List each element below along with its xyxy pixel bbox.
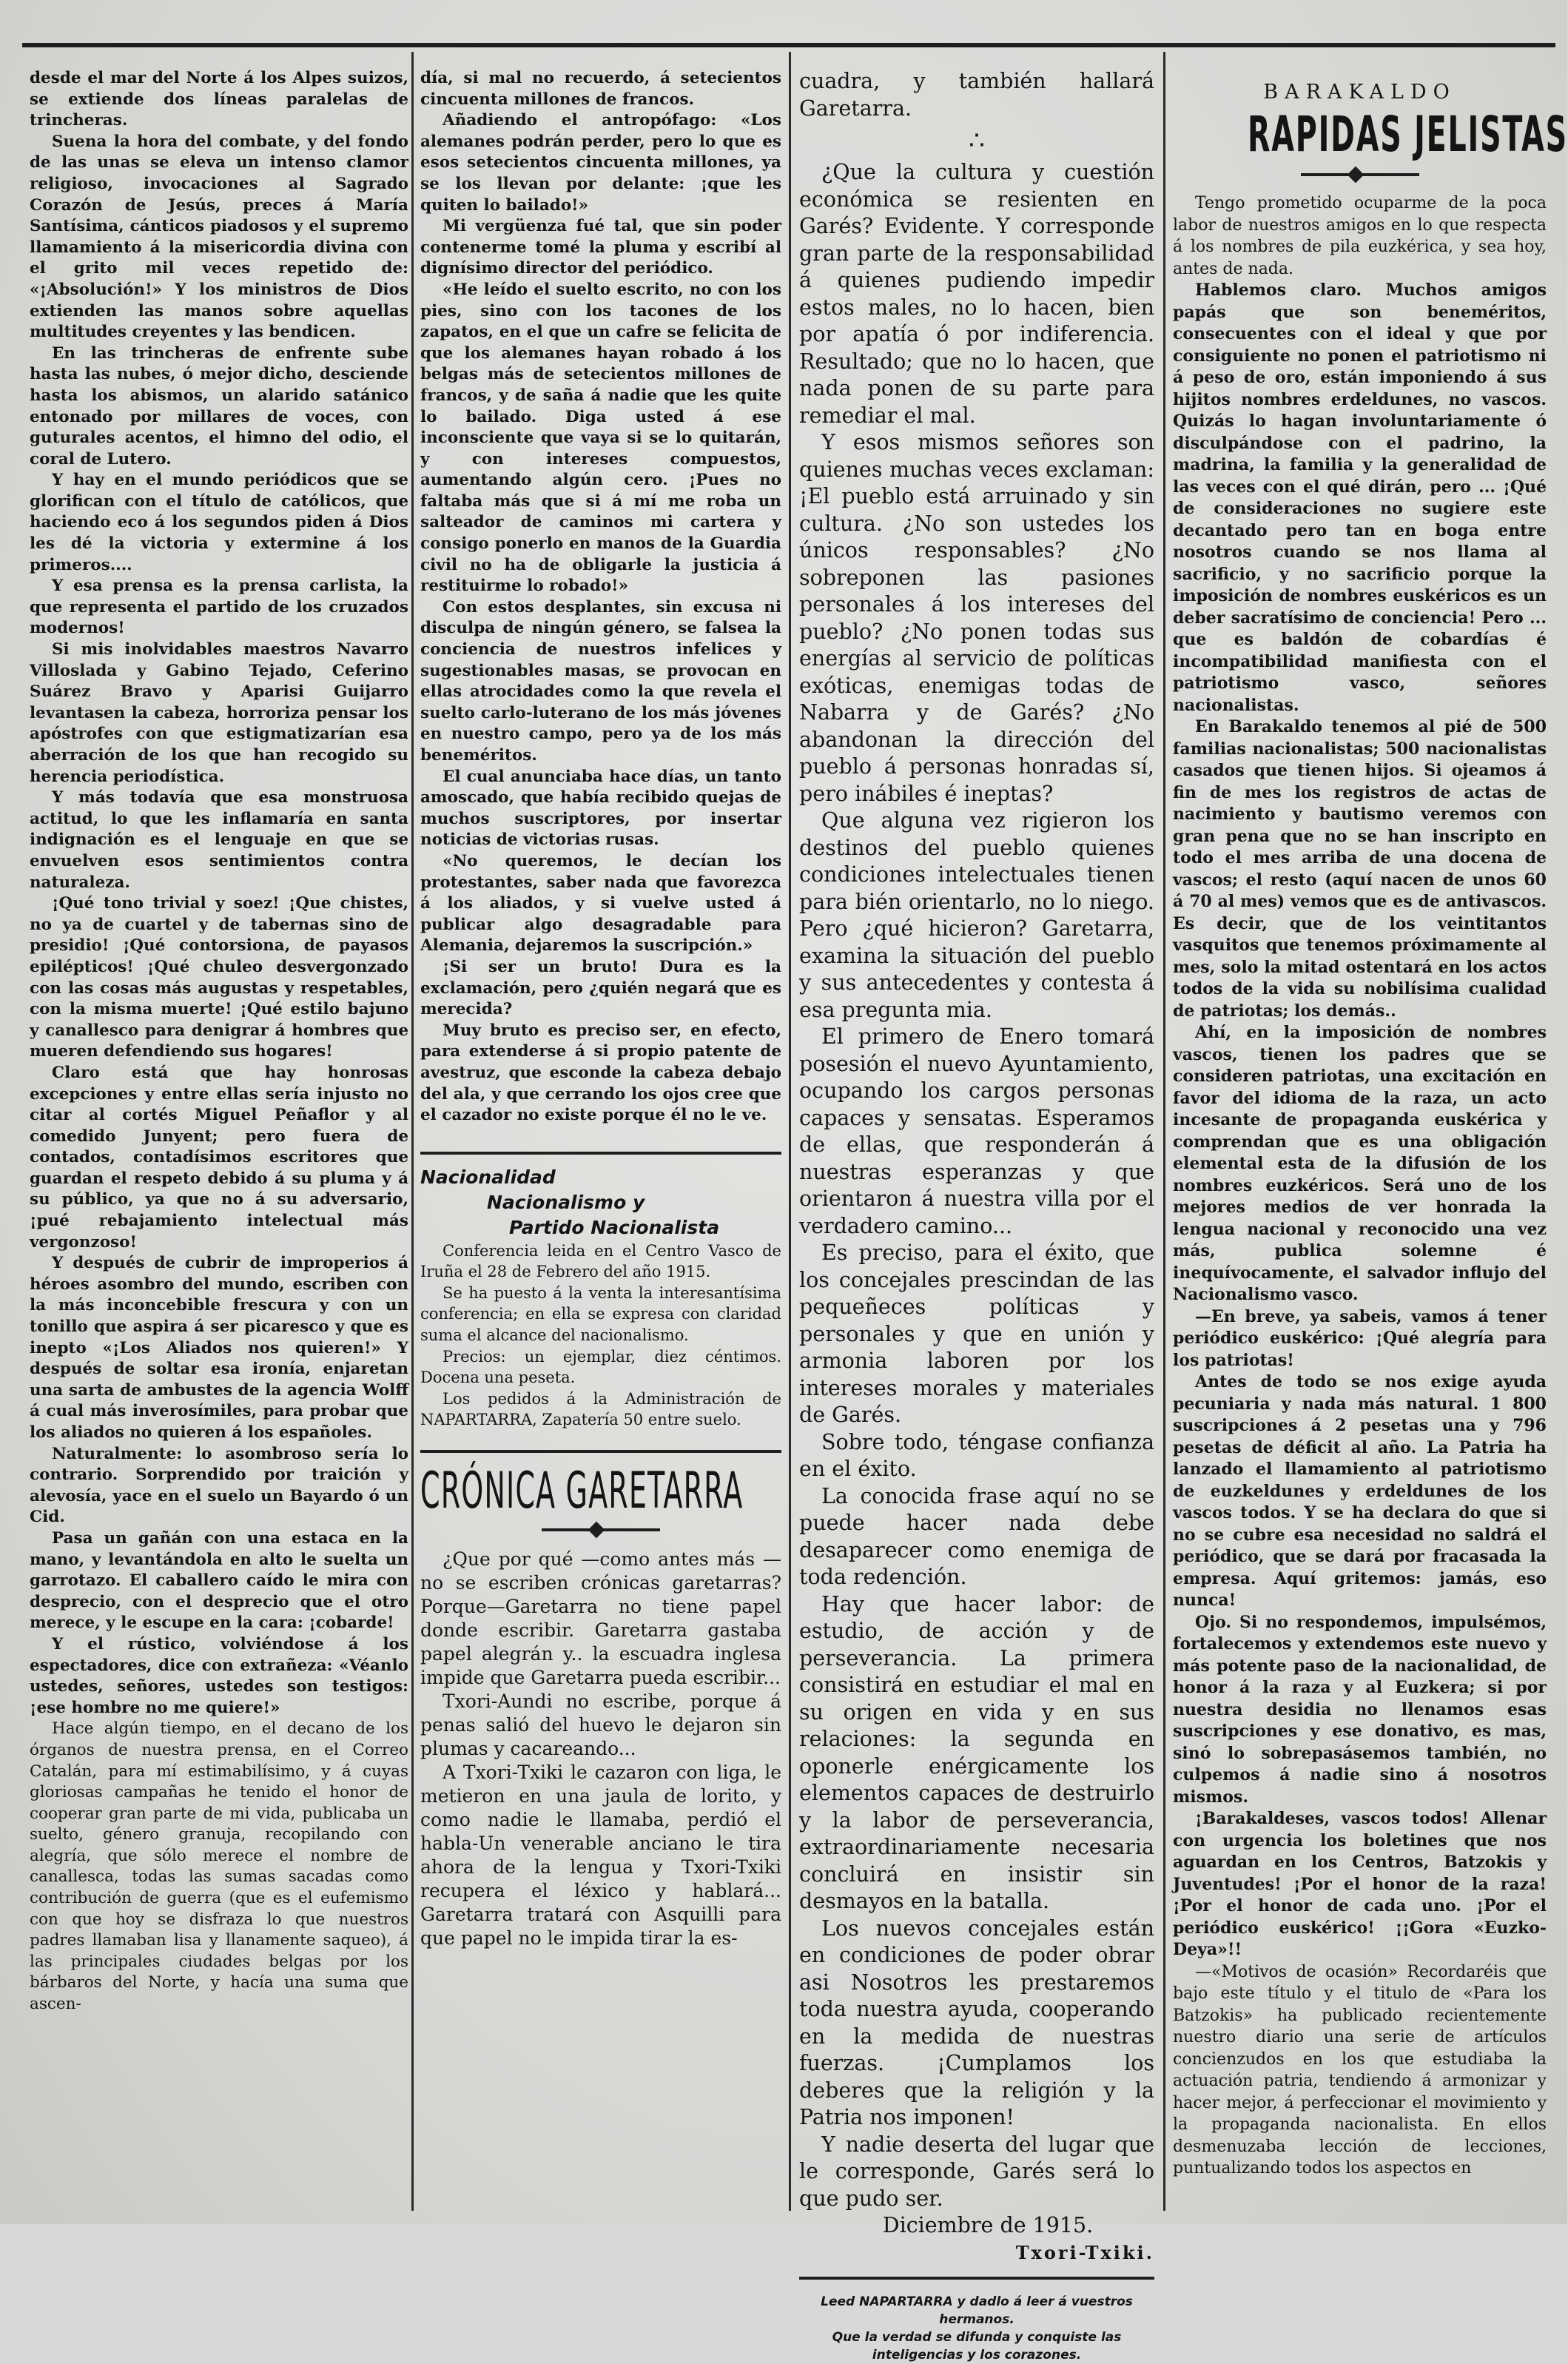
article-paragraph: ¡Barakaldeses, vascos todos! Allenar con urgencia los boletines que nos aguardan en los Centros, Batzokis y Juventudes! ¡Por el honor de la raza! ¡Por el honor de cada uno. ¡Por el periódico euskérico! ¡¡Gora «Euzko-Deya»!!	[1173, 1809, 1547, 1959]
article-paragraph: Antes de todo se nos exige ayuda pecuniaria y nada más natural. 1 800 suscripciones á 2 pesetas una y 796 pesetas de déficit al año. La Patria ha lanzado el llamamiento al patriotismo de euzkeldunes y erdeldunes de los vascos todos. Y se ha declara do que si no se cubre esa necesidad no saldrá el periódico, que se dará por fracasada la empresa. Aquí gritemos: jamás, eso nunca!	[1173, 1372, 1547, 1610]
column-3	[799, 68, 1154, 2363]
article-paragraph: Si mis inolvidables maestros Navarro Villoslada y Gabino Tejado, Ceferino Suárez Bravo y Aparisi Guijarro levantasen la cabeza, horroriza pensar los apóstrofes con que estigmatizarían esa aberración de los que han recogido su herencia periodística.	[30, 640, 408, 786]
article-paragraph: Y esos mismos señores son quienes muchas veces exclaman: ¡El pueblo está arruinado y sin cultura. ¿No son ustedes los únicos responsables? ¿No sobreponen las pasiones personales á los intereses del pueblo? ¿No ponen todas sus energías al servicio de políticas exóticas, enemigas todas de Nabarra y de Garés? ¿No abandonan la dirección del pueblo á personas honradas sí, pero inábiles é ineptas?	[799, 430, 1154, 806]
article-paragraph: cuadra, y también hallará Garetarra.	[799, 69, 1154, 121]
article-paragraph: Con estos desplantes, sin excusa ni disculpa de ningún género, se falsea la conciencia de nuestros infelices y sugestionables masas, se provocan en ellas atrocidades como la que revela el suelto carlo-luterano de los más jóvenes en nuestro campo, pero ya de los más beneméritos.	[420, 597, 781, 765]
article-paragraph: desde el mar del Norte á los Alpes suizos, se extiende dos líneas paralelas de trincheras.	[30, 69, 408, 130]
column-rule	[1163, 52, 1165, 2211]
article-paragraph: Muy bruto es preciso ser, en efecto, para extenderse á si propio patente de avestruz, que esconde la cabeza debajo del ala, y que cerrando los ojos cree que el cazador no existe porque él no le ve.	[420, 1021, 781, 1125]
article-paragraph: Y hay en el mundo periódicos que se glorifican con el título de católicos, que haciendo eco á los segundos piden á Dios les dé la victoria y extermine á los primeros....	[30, 471, 408, 574]
article-paragraph: Pasa un gañán con una estaca en la mano, y levantándola en alto le suelta un garrotazo. El caballero caído le mira con desprecio, con el desprecio que el otro merece, y le escupe en la cara: ¡cobarde!	[30, 1528, 408, 1633]
ad-line: Que la verdad se difunda y conquiste las inteligencias y los corazones.	[832, 2330, 1122, 2363]
article-paragraph: Que alguna vez rigieron los destinos del pueblo quienes condiciones intelectuales tienen para bién orientarlo, no lo niego. Pero ¿qué hicieron? Garetarra, examina la situación del pueblo y sus antecedentes y contesta á esa pregunta mia.	[799, 808, 1154, 1022]
article-signature: Txori-Txiki.	[1015, 2241, 1154, 2263]
column-rule	[411, 52, 414, 2211]
article-paragraph: Y después de cubrir de improperios á héroes asombro del mundo, escriben con la más inconcebible frescura y con un tonillo que aspira á ser picaresco y que es inepto «¡Los Aliados nos quieren!» Y después de soltar esa ironía, enjaretan una sarta de ambustes de la agencia Wolff á cual más inverosímiles, para probar que los aliados no quieren á los españoles.	[30, 1254, 408, 1442]
article-paragraph: ¡Si ser un bruto! Dura es la exclamación, pero ¿quién negará que es merecida?	[420, 957, 781, 1019]
decorative-rule	[1301, 167, 1419, 182]
nacionalidad-notice	[420, 1165, 781, 1431]
column-4	[1173, 74, 1568, 2209]
article-paragraph: —«Motivos de ocasión» Recordaréis que bajo este título y el titulo de «Para los Batzokis» ha publicado recientemente nuestro diario una serie de artículos concienzudos en los que estudiaba la actuación patria, tendiendo á armonizar y hacer mejor, á perfeccionar el movimiento y la propaganda nacionalista. En ellos desmenuzaba lección de lecciones, puntualizando todos los aspectos en	[1173, 1962, 1547, 2177]
section-kicker: BARAKALDO	[1263, 81, 1456, 104]
cronica-paragraph: ¿Que por qué —como antes más —no se escriben crónicas garetarras? Porque—Garetarra no tiene papel donde escribir. Garetarra gastaba papel alegrán y.. la escuadra inglesa impide que Garetarra pueda escribir...	[420, 1548, 781, 1689]
section-rule	[420, 1152, 781, 1155]
article-paragraph: En Barakaldo tenemos al pié de 500 familias nacionalistas; 500 nacionalistas casados que tienen hijos. Si ojeamos á fin de mes los registros de actas de nacimiento y bautismo veremos con gran pena que no se han inscripto en todo el mes arriba de una docena de vascos; el resto (aquí nacen de unos 60 á 70 al mes) vemos que es de antivascos. Es decir, que de los veintitantos vasquitos que tenemos próximamente al mes, solo la mitad ostentará en los actos todos de la vida su nobilísima cualidad de patriotas; los demás..	[1173, 717, 1547, 1021]
article-paragraph: Los nuevos concejales están en condiciones de poder obrar asi Nosotros les prestaremos toda nuestra ayuda, cooperando en la medida de nuestras fuerzas. ¡Cumplamos los deberes que la religión y la Patria nos imponen!	[799, 1915, 1154, 2129]
notice-paragraph: Los pedidos á la Administración de NAPARTARRA, Zapatería 50 entre suelo.	[420, 1389, 781, 1429]
top-rule	[22, 43, 1555, 47]
cronica-headline: CRÓNICA GARETARRA	[420, 1462, 744, 1521]
notice-subtitle: Nacionalismo y	[487, 1191, 645, 1213]
article-paragraph: Hace algún tiempo, en el decano de los órganos de nuestra prensa, en el Correo Catalán, para mí estimabilísimo, y á cuyas gloriosas campañas he tenido el honor de cooperar gran parte de mi vida, publicaba un suelto, género granuja, recopilando con alegría, que sólo merece el nombre de canallesca, todas las sumas sacadas como contribución de guerra (que es el eufemismo con que hoy se disfraza lo que nuestros padres llamaban lisa y llanamente saqueo), á las principales ciudades belgas por los bárbaros del Norte, y hacía una suma que ascen-	[30, 1719, 408, 2014]
article-paragraph: Claro está que hay honrosas excepciones y entre ellas sería injusto no citar al cortés Miguel Peñaflor y al comedido Junyent; pero fuera de contados, contadísimos escritores que guardan el respeto debido á su pluma y á su público, ya que no á su adversario, ¡pué rebajamiento intelectual más vergonzoso!	[30, 1063, 408, 1252]
article-paragraph: Sobre todo, téngase confianza en el éxito.	[799, 1429, 1154, 1481]
article-date: Diciembre de 1915.	[882, 2213, 1094, 2237]
article-paragraph: El primero de Enero tomará posesión el nuevo Ayuntamiento, ocupando los cargos personas capaces y sensatas. Esperamos de ellas, que responderán á nuestras esperanzas y que orientaron á nuestra villa por el verdadero camino...	[799, 1024, 1154, 1238]
article-paragraph: El cual anunciaba hace días, un tanto amoscado, que había recibido quejas de muchos suscriptores, por insertar noticias de victorias rusas.	[420, 767, 781, 850]
column-1	[30, 68, 408, 2209]
section-dots: ∴	[969, 126, 985, 155]
notice-paragraph: Se ha puesto á la venta la interesantísima conferencia; en ella se expresa con claridad suma el alcance del nacionalismo.	[420, 1283, 781, 1345]
article-paragraph: «No queremos, le decían los protestantes, saber nada que favorezca á los aliados, y si vuelve usted á publicar algo desagradable para Alemania, dejaremos la suscripción.»	[420, 851, 781, 956]
article-paragraph: día, si mal no recuerdo, á setecientos cincuenta millones de francos.	[420, 69, 781, 109]
section-rule	[420, 1450, 781, 1453]
article-paragraph: Añadiendo el antropófago: «Los alemanes podrán perder, pero lo que es esos setecientos cincuenta millones, ya se los llevan por delante: ¡que les quiten lo bailado!»	[420, 111, 781, 215]
column-rule	[789, 52, 791, 2211]
article-paragraph: Ahí, en la imposición de nombres vascos, tienen los padres que se consideren patriotas, una excitación en favor del idioma de la raza, un acto incesante de propaganda euskérica y comprendan que es una obligación elemental esta de la difusión de los nombres euzkéricos. Será uno de los mejores medios de ver honrada la lengua nacional y reconocido una vez más, publica solemne é inequívocamente, el salvador influjo del Nacionalismo vasco.	[1173, 1023, 1547, 1304]
article-paragraph: «He leído el suelto escrito, no con los pies, sino con los tacones de los zapatos, en el que un cafre se felicita de que los alemanes hayan robado á los belgas más de setecientos millones de francos, y de saña á nadie que les quite lo bailado. Diga usted á ese inconsciente que vaya si se lo quitarán, y con intereses compuestos, aumentando algún cero. ¡Pues no faltaba más que si á mí me roba un salteador de caminos mi cartera y consigo ponerlo en manos de la Guardia civil no ha de obligarle la justicia á restituirme lo robado!»	[420, 280, 781, 596]
notice-paragraph: Precios: un ejemplar, diez céntimos. Docena una peseta.	[420, 1347, 781, 1387]
article-paragraph: Y nadie deserta del lugar que le corresponde, Garés será lo que pudo ser.	[799, 2132, 1154, 2211]
article-paragraph: —En breve, ya sabeis, vamos á tener periódico euskérico: ¡Qué alegría para los patriotas!	[1173, 1306, 1547, 1370]
article-paragraph: Tengo prometido ocuparme de la poca labor de nuestros amigos en lo que respecta á los nombres de pila euzkérica, y sea hoy, antes de nada.	[1173, 194, 1547, 278]
article-paragraph: Naturalmente: lo asombroso sería lo contrario. Sorprendido por traición y alevosía, yace en el suelo un Bayardo ó un Cid.	[30, 1444, 408, 1527]
ad-box	[799, 2277, 1154, 2364]
article-paragraph: Mi vergüenza fué tal, que sin poder contenerme tomé la pluma y escribí al dignísimo director del periódico.	[420, 217, 781, 278]
ad-line: Leed NAPARTARRA y dadlo á leer á vuestros hermanos.	[821, 2294, 1133, 2327]
article-paragraph: Y más todavía que esa monstruosa actitud, lo que les inflamaría en santa indignación es el lenguaje en que se envuelven esos sentimientos contra naturaleza.	[30, 788, 408, 892]
article-paragraph: En las trincheras de enfrente sube hasta las nubes, ó mejor dicho, desciende hasta los abismos, un alarido satánico entonado por millares de voces, con guturales acentos, el himno del odio, el coral de Lutero.	[30, 343, 408, 469]
article-paragraph: Hay que hacer labor: de estudio, de acción y de perseverancia. La primera consistirá en estudiar el mal en su origen en vida y en sus relaciones: la segunda en oponerle enérgicamente los elementos capaces de destruirlo y la labor de perseverancia, extraordinariamente necesaria concluirá en insistir sin desmayos en la batalla.	[799, 1591, 1154, 1913]
article-paragraph: Es preciso, para el éxito, que los concejales prescindan de las pequeñeces políticas y personales y que en unión y armonia laboren por los intereses morales y materiales de Garés.	[799, 1240, 1154, 1427]
article-paragraph: La conocida frase aquí no se puede hacer nada debe desaparecer como enemiga de toda redención.	[799, 1483, 1154, 1589]
cronica-paragraph: Txori-Aundi no escribe, porque á penas salió del huevo le dejaron sin plumas y cacareando...	[420, 1690, 781, 1760]
article-paragraph: Y el rústico, volviéndose á los espectadores, dice con extrañeza: «Véanlo ustedes, señores, ustedes son testigos: ¡ese hombre no me quiere!»	[30, 1634, 408, 1717]
article-paragraph: Ojo. Si no respondemos, impulsémos, fortalecemos y extendemos este nuevo y más potente paso de la nacionalidad, de honor á la raza y al Euzkera; si por nuestra desidia no llenamos esas suscripciones y ese donativo, es mas, sinó lo sobrepasásemos también, no culpemos á nadie sino á nosotros mismos.	[1173, 1612, 1547, 1807]
notice-subtitle: Partido Nacionalista	[509, 1216, 720, 1238]
article-paragraph: ¡Qué tono trivial y soez! ¡Que chistes, no ya de cuartel y de tabernas sino de presidio! ¡Qué contorsiona, de payasos epilépticos! ¡Qué chuleo desvergonzado con las cosas más augustas y respetables, con la misma muerte! ¡Qué estilo bajuno y canallesco para denigrar á hombres que mueren defendiendo sus hogares!	[30, 894, 408, 1061]
section-headline: RAPIDAS JELISTAS	[1248, 106, 1568, 163]
column-2	[420, 68, 781, 2209]
article-paragraph: Hablemos claro. Muchos amigos papás que son beneméritos, consecuentes con el ideal y que por consiguiente no ponen el patriotismo ni á peso de oro, están imponiendo á sus hijitos nombres erdeldunes, no vascos. Quizás lo hagan involuntariamente ó disculpándose con el padrino, la madrina, la familia y la generalidad de las veces con el qué dirán, pero ... ¡Qué de consideraciones no sugiere este decantado pero tan en boga entre nosotros cuando se nos llama al sacrificio, y no sacrificio porque la imposición de nombres euskéricos es un deber sacratísimo de conciencia! Pero ... que es baldón de cobardías é incompatibilidad manifiesta con el patriotismo vasco, señores nacionalistas.	[1173, 281, 1547, 715]
notice-paragraph: Conferencia leida en el Centro Vasco de Iruña el 28 de Febrero del año 1915.	[420, 1241, 781, 1281]
article-paragraph: Y esa prensa es la prensa carlista, la que representa el partido de los cruzados modernos!	[30, 577, 408, 638]
article-paragraph: ¿Que la cultura y cuestión económica se resienten en Garés? Evidente. Y corresponde gran parte de la responsabilidad á quienes pudiendo impedir estos males, no lo hacen, bien por apatía ó por indiferencia. Resultado; que no lo hacen, que nada ponen de su parte para remediar el mal.	[799, 160, 1154, 428]
decorative-rule	[542, 1522, 660, 1537]
notice-title: Nacionalidad	[420, 1166, 556, 1188]
cronica-paragraph: A Txori-Txiki le cazaron con liga, le metieron en una jaula de lorito, y como nadie le llamaba, perdió el habla-Un venerable anciano le tira ahora de la lengua y Txori-Txiki recupera el léxico y hablará... Garetarra tratará con Asquilli para que papel no le impida tirar la es-	[420, 1762, 781, 1950]
article-paragraph: Suena la hora del combate, y del fondo de las unas se eleva un intenso clamor religioso, invocaciones al Sagrado Corazón de Jesús, preces á María Santísima, cánticos piadosos y el supremo llamamiento á la misericordia divina con el grito mil veces repetido de: «¡Absolución!» Y los ministros de Dios extienden las manos sobre aquellas multitudes creyentes y las bendicen.	[30, 132, 408, 342]
